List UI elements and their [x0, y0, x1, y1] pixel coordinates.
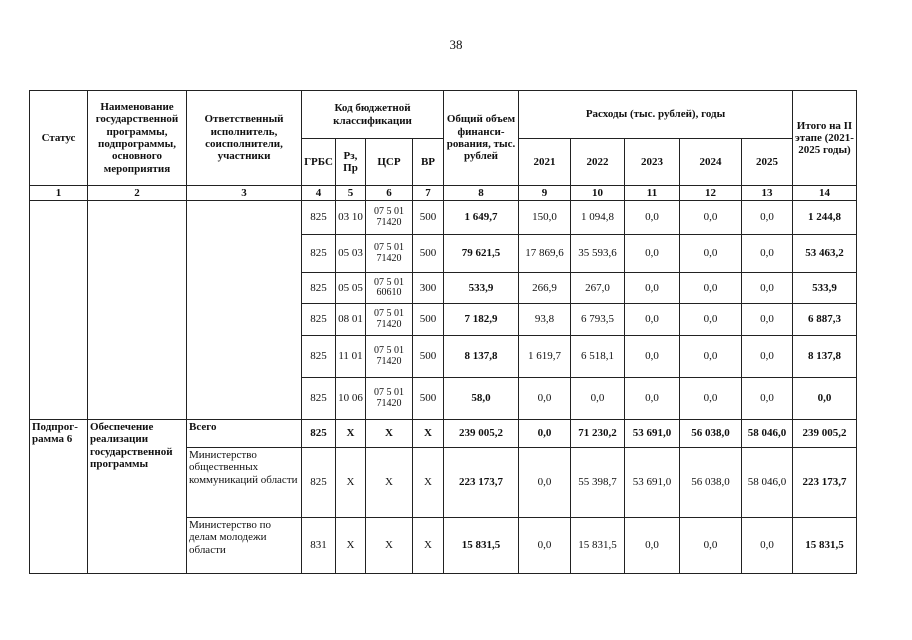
rzpr-cell: Х [336, 448, 366, 518]
year-2025-cell: 0,0 [742, 378, 793, 420]
rzpr-cell: 08 01 [336, 304, 366, 336]
year-2024-cell: 0,0 [680, 336, 742, 378]
header-csr: ЦСР [366, 139, 413, 186]
executor-cell-empty [187, 201, 302, 420]
grbs-cell: 825 [302, 336, 336, 378]
year-2022-cell: 35 593,6 [571, 235, 625, 273]
header-budget-code: Код бюджетной классификации [302, 91, 444, 139]
column-number: 1 [30, 186, 88, 201]
stage-total-cell: 239 005,2 [793, 420, 857, 448]
year-2021-cell: 0,0 [519, 448, 571, 518]
executor-cell: Министерство общественных коммуникаций области [187, 448, 302, 518]
csr-cell: Х [366, 448, 413, 518]
column-number: 12 [680, 186, 742, 201]
rzpr-cell: 05 03 [336, 235, 366, 273]
header-year: 2021 [519, 139, 571, 186]
grbs-cell: 825 [302, 304, 336, 336]
total-cell: 239 005,2 [444, 420, 519, 448]
year-2021-cell: 0,0 [519, 420, 571, 448]
year-2022-cell: 71 230,2 [571, 420, 625, 448]
page-number: 38 [449, 37, 463, 52]
csr-cell: 07 5 01 71420 [366, 235, 413, 273]
table-row [30, 420, 857, 448]
header-vr: ВР [413, 139, 444, 186]
year-2023-cell: 0,0 [625, 336, 680, 378]
year-2022-cell: 55 398,7 [571, 448, 625, 518]
header-program-name: Наименование государственной программы, подпрограммы, основного мероприятия [88, 91, 187, 186]
rzpr-cell: 03 10 [336, 201, 366, 235]
year-2025-cell: 58 046,0 [742, 448, 793, 518]
header-year: 2023 [625, 139, 680, 186]
stage-total-cell: 0,0 [793, 378, 857, 420]
year-2024-cell: 0,0 [680, 518, 742, 574]
header-rz-pr: Рз, Пр [336, 139, 366, 186]
year-2023-cell: 53 691,0 [625, 448, 680, 518]
total-cell: 223 173,7 [444, 448, 519, 518]
column-number: 7 [413, 186, 444, 201]
header-year: 2025 [742, 139, 793, 186]
year-2024-cell: 0,0 [680, 273, 742, 304]
year-2022-cell: 0,0 [571, 378, 625, 420]
year-2024-cell: 0,0 [680, 201, 742, 235]
year-2021-cell: 0,0 [519, 518, 571, 574]
header-expenses: Расходы (тыс. рублей), годы [519, 91, 793, 139]
csr-cell: Х [366, 420, 413, 448]
header-status: Статус [30, 91, 88, 186]
header-grbs: ГРБС [302, 139, 336, 186]
grbs-cell: 825 [302, 235, 336, 273]
vr-cell: 500 [413, 336, 444, 378]
year-2023-cell: 0,0 [625, 378, 680, 420]
header-year: 2024 [680, 139, 742, 186]
year-2025-cell: 0,0 [742, 336, 793, 378]
column-number: 9 [519, 186, 571, 201]
year-2023-cell: 0,0 [625, 304, 680, 336]
stage-total-cell: 15 831,5 [793, 518, 857, 574]
year-2025-cell: 0,0 [742, 518, 793, 574]
column-number: 10 [571, 186, 625, 201]
vr-cell: Х [413, 448, 444, 518]
csr-cell: 07 5 01 60610 [366, 273, 413, 304]
executor-cell: Министерство по делам молодежи области [187, 518, 302, 574]
csr-cell: Х [366, 518, 413, 574]
year-2021-cell: 150,0 [519, 201, 571, 235]
stage-total-cell: 223 173,7 [793, 448, 857, 518]
status-cell-empty [30, 201, 88, 420]
year-2021-cell: 17 869,6 [519, 235, 571, 273]
year-2025-cell: 0,0 [742, 201, 793, 235]
subprogram-name: Обеспечение реализации государственной программы [88, 420, 187, 574]
grbs-cell: 825 [302, 448, 336, 518]
grbs-cell: 825 [302, 201, 336, 235]
year-2021-cell: 1 619,7 [519, 336, 571, 378]
rzpr-cell: 05 05 [336, 273, 366, 304]
year-2024-cell: 0,0 [680, 304, 742, 336]
year-2024-cell: 0,0 [680, 235, 742, 273]
executor-cell: Всего [187, 420, 302, 448]
name-cell-empty [88, 201, 187, 420]
column-number: 14 [793, 186, 857, 201]
csr-cell: 07 5 01 71420 [366, 201, 413, 235]
vr-cell: 500 [413, 304, 444, 336]
csr-cell: 07 5 01 71420 [366, 378, 413, 420]
vr-cell: 500 [413, 201, 444, 235]
column-number: 2 [88, 186, 187, 201]
vr-cell: 500 [413, 378, 444, 420]
total-cell: 533,9 [444, 273, 519, 304]
stage-total-cell: 53 463,2 [793, 235, 857, 273]
grbs-cell: 825 [302, 378, 336, 420]
grbs-cell: 831 [302, 518, 336, 574]
year-2023-cell: 0,0 [625, 518, 680, 574]
year-2021-cell: 266,9 [519, 273, 571, 304]
grbs-cell: 825 [302, 420, 336, 448]
header-stage-total: Итого на II этапе (2021-2025 годы) [793, 91, 857, 186]
column-number: 11 [625, 186, 680, 201]
financing-table [29, 90, 857, 574]
year-2022-cell: 6 793,5 [571, 304, 625, 336]
vr-cell: 500 [413, 235, 444, 273]
year-2023-cell: 0,0 [625, 235, 680, 273]
header-total-volume: Общий объем финанси-рования, тыс. рублей [444, 91, 519, 186]
total-cell: 15 831,5 [444, 518, 519, 574]
total-cell: 79 621,5 [444, 235, 519, 273]
year-2022-cell: 267,0 [571, 273, 625, 304]
column-number: 4 [302, 186, 336, 201]
year-2025-cell: 0,0 [742, 304, 793, 336]
year-2025-cell: 58 046,0 [742, 420, 793, 448]
rzpr-cell: 11 01 [336, 336, 366, 378]
subprogram-status: Подпрог-рамма 6 [30, 420, 88, 574]
year-2023-cell: 53 691,0 [625, 420, 680, 448]
header-executor: Ответственный исполнитель, соисполнители, участники [187, 91, 302, 186]
header-year: 2022 [571, 139, 625, 186]
year-2024-cell: 0,0 [680, 378, 742, 420]
total-cell: 8 137,8 [444, 336, 519, 378]
year-2022-cell: 1 094,8 [571, 201, 625, 235]
year-2022-cell: 15 831,5 [571, 518, 625, 574]
vr-cell: Х [413, 420, 444, 448]
rzpr-cell: 10 06 [336, 378, 366, 420]
year-2023-cell: 0,0 [625, 273, 680, 304]
column-number: 13 [742, 186, 793, 201]
table-row [30, 201, 857, 235]
stage-total-cell: 1 244,8 [793, 201, 857, 235]
stage-total-cell: 8 137,8 [793, 336, 857, 378]
column-number: 6 [366, 186, 413, 201]
year-2021-cell: 0,0 [519, 378, 571, 420]
year-2021-cell: 93,8 [519, 304, 571, 336]
vr-cell: Х [413, 518, 444, 574]
total-cell: 1 649,7 [444, 201, 519, 235]
year-2025-cell: 0,0 [742, 273, 793, 304]
year-2023-cell: 0,0 [625, 201, 680, 235]
year-2024-cell: 56 038,0 [680, 448, 742, 518]
year-2022-cell: 6 518,1 [571, 336, 625, 378]
stage-total-cell: 6 887,3 [793, 304, 857, 336]
grbs-cell: 825 [302, 273, 336, 304]
vr-cell: 300 [413, 273, 444, 304]
year-2025-cell: 0,0 [742, 235, 793, 273]
column-number: 3 [187, 186, 302, 201]
column-number: 8 [444, 186, 519, 201]
csr-cell: 07 5 01 71420 [366, 304, 413, 336]
total-cell: 7 182,9 [444, 304, 519, 336]
stage-total-cell: 533,9 [793, 273, 857, 304]
rzpr-cell: Х [336, 518, 366, 574]
csr-cell: 07 5 01 71420 [366, 336, 413, 378]
column-number: 5 [336, 186, 366, 201]
year-2024-cell: 56 038,0 [680, 420, 742, 448]
total-cell: 58,0 [444, 378, 519, 420]
rzpr-cell: Х [336, 420, 366, 448]
